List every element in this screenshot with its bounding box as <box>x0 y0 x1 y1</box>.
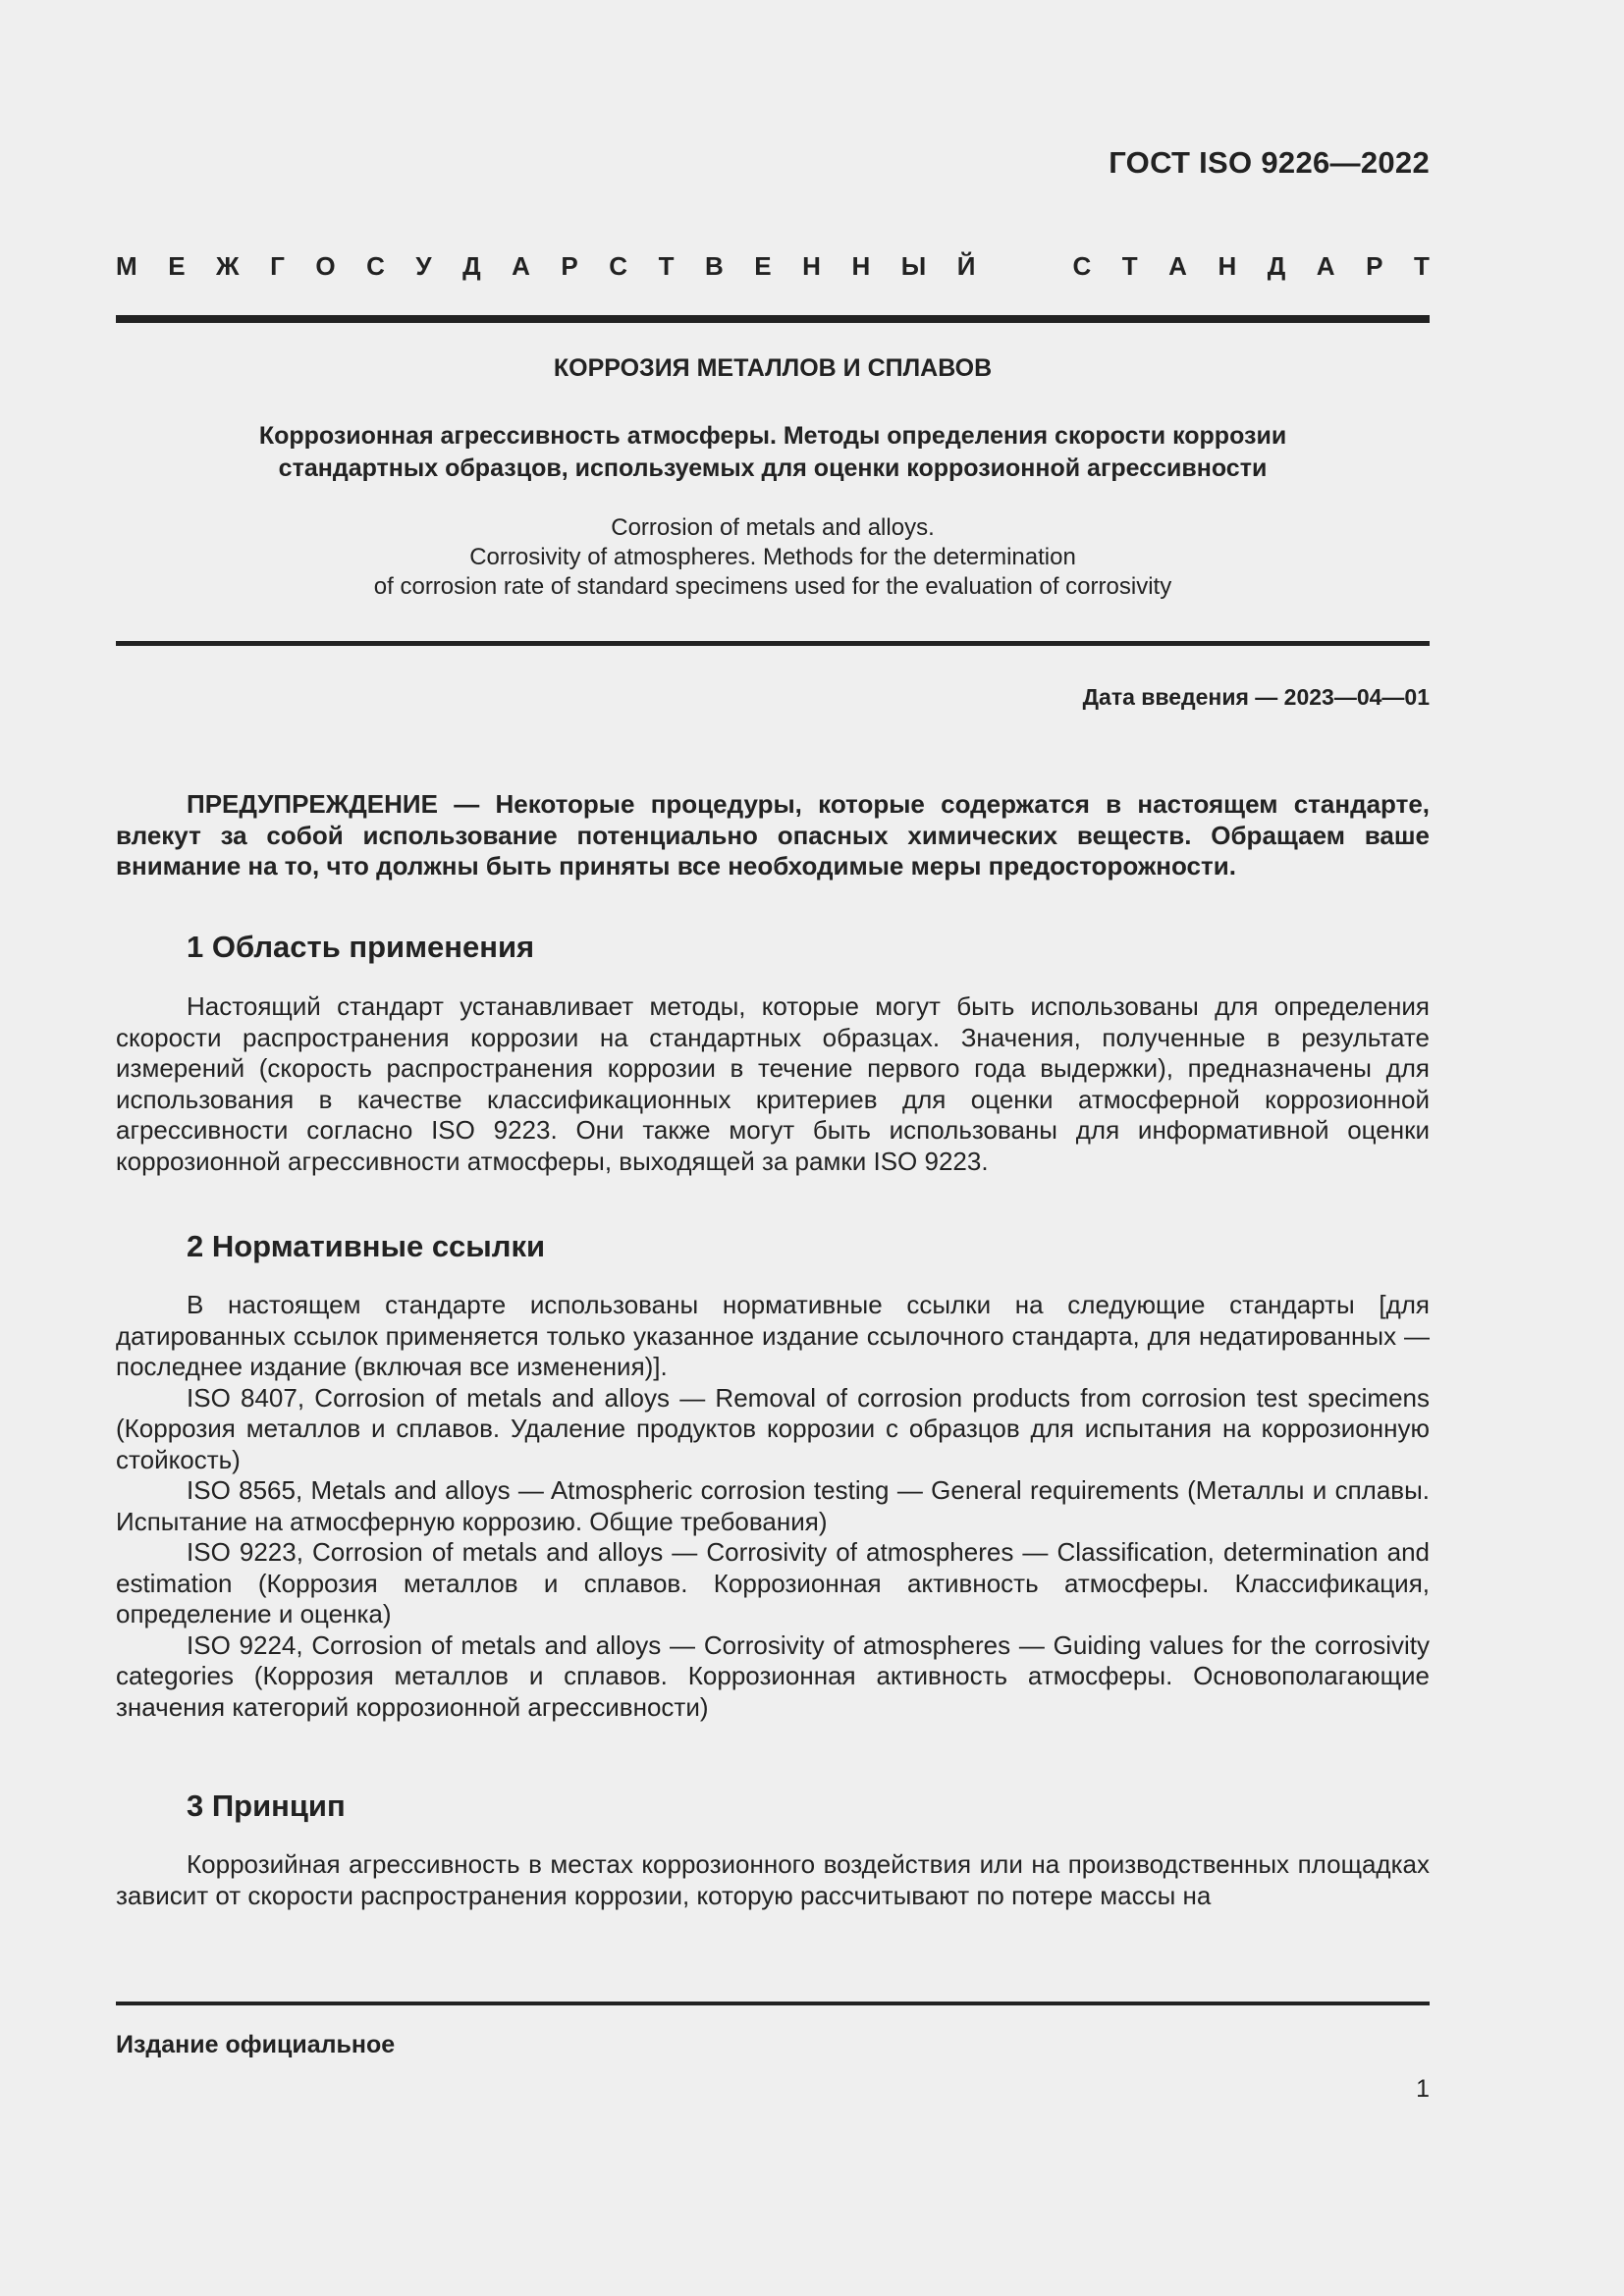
reference-item: ISO 9223, Corrosion of metals and alloys — Corrosivity of atmospheres — Classification, determination and estimation (Коррозия металлов и сплавов. Коррозионная активность атмосферы. Классификация, определение и оценка) <box>116 1537 1430 1629</box>
english-title-line: Corrosivity of atmospheres. Methods for the determination <box>469 544 1076 570</box>
banner-letter: У <box>415 251 432 281</box>
reference-item: ISO 9224, Corrosion of metals and alloys — Corrosivity of atmospheres — Guiding values for the corrosivity categories (Коррозия металлов и сплавов. Коррозионная активность атмосферы. Основополагающие значения категорий коррозионной агрессивности) <box>116 1629 1430 1722</box>
banner-letter: Н <box>851 251 871 281</box>
warning-block <box>116 789 1430 882</box>
banner-letter: С <box>366 251 385 281</box>
banner-letter: Р <box>561 251 578 281</box>
header-divider <box>116 315 1430 323</box>
banner-letter: О <box>315 251 336 281</box>
banner-letter: Д <box>462 251 481 281</box>
interstate-standard-banner <box>116 251 1430 282</box>
english-title-line: of corrosion rate of standard specimens used for the evaluation of corrosivity <box>373 573 1172 600</box>
document-subtitle <box>116 420 1430 485</box>
banner-letter: Н <box>1218 251 1237 281</box>
banner-letter: Е <box>168 251 186 281</box>
banner-letter: Г <box>270 251 285 281</box>
banner-letter: Ж <box>216 251 240 281</box>
reference-item: ISO 8407, Corrosion of metals and alloys — Removal of corrosion products from corrosion test specimens (Коррозия металлов и сплавов. Удаление продуктов коррозии с образцов для испытания на коррозионную стойкость) <box>116 1382 1430 1474</box>
title-divider <box>116 641 1430 646</box>
document-title: КОРРОЗИЯ МЕТАЛЛОВ И СПЛАВОВ <box>553 354 993 382</box>
banner-letter: А <box>1316 251 1335 281</box>
paragraph: Настоящий стандарт устанавливает методы, которые могут быть использованы для определения скорости распространения коррозии на стандартных образцах. Значения, полученные в результате измерений (скорость распространения коррозии в течение первого года выдержки), предназначены для использования в качестве классификационных критериев для оценки атмосферной коррозионной агрессивности согласно ISO 9223. Они также могут быть использованы для информативной оценки коррозионной агрессивности атмосферы, выходящей за рамки ISO 9223. <box>116 991 1430 1176</box>
banner-letter: А <box>512 251 530 281</box>
paragraph: В настоящем стандарте использованы нормативные ссылки на следующие стандарты [для датированных ссылок применяется только указанное издание ссылочного стандарта, для недатированных — последнее издание (включая все изменения)]. <box>116 1290 1430 1381</box>
section-heading-scope: 1 Область применения <box>187 930 535 964</box>
banner-letter: М <box>116 251 137 281</box>
banner-letter: С <box>1072 251 1092 281</box>
section-heading-normative-references: 2 Нормативные ссылки <box>187 1229 546 1263</box>
subtitle-line: стандартных образцов, используемых для оценки коррозионной агрессивности <box>278 454 1268 482</box>
english-title <box>116 513 1430 602</box>
banner-letter: Т <box>658 251 675 281</box>
section-scope-body <box>116 991 1430 1177</box>
document-page <box>116 0 1430 2296</box>
section-principle-body <box>116 1849 1430 1911</box>
footer-divider <box>116 2002 1430 2005</box>
banner-letter: Т <box>1413 251 1430 281</box>
english-title-line: Corrosion of metals and alloys. <box>611 514 935 541</box>
section-references-body <box>116 1290 1430 1723</box>
reference-item: ISO 8565, Metals and alloys — Atmospheric corrosion testing — General requirements (Металлы и сплавы. Испытание на атмосферную коррозию. Общие требования) <box>116 1475 1430 1536</box>
official-edition-label: Издание официальное <box>116 2031 396 2058</box>
introduction-date: Дата введения — 2023—04—01 <box>1082 684 1430 710</box>
banner-letter: С <box>609 251 628 281</box>
section-heading-principle: 3 Принцип <box>187 1789 346 1823</box>
banner-letter: Е <box>754 251 772 281</box>
doc-code: ГОСТ ISO 9226—2022 <box>1109 145 1430 180</box>
banner-letter: Р <box>1366 251 1383 281</box>
banner-letter: Н <box>802 251 821 281</box>
paragraph: Коррозийная агрессивность в местах коррозионного воздействия или на производственных площадках зависит от скорости распространения коррозии, которую рассчитывают по потере массы на <box>116 1849 1430 1910</box>
banner-letter: Ы <box>900 251 927 281</box>
page-number: 1 <box>1416 2075 1430 2103</box>
banner-letter: Й <box>956 251 976 281</box>
warning-text: ПРЕДУПРЕЖДЕНИЕ — Некоторые процедуры, которые содержатся в настоящем стандарте, влекут за собой использование потенциально опасных химических веществ. Обращаем ваше внимание на то, что должны быть приняты все необходимые меры предосторожности. <box>116 789 1430 881</box>
banner-letter: Т <box>1121 251 1138 281</box>
banner-letter: Д <box>1267 251 1286 281</box>
banner-letter: В <box>704 251 724 281</box>
banner-gap <box>1006 251 1042 282</box>
subtitle-line: Коррозионная агрессивность атмосферы. Методы определения скорости коррозии <box>258 422 1287 450</box>
banner-letter: А <box>1168 251 1187 281</box>
